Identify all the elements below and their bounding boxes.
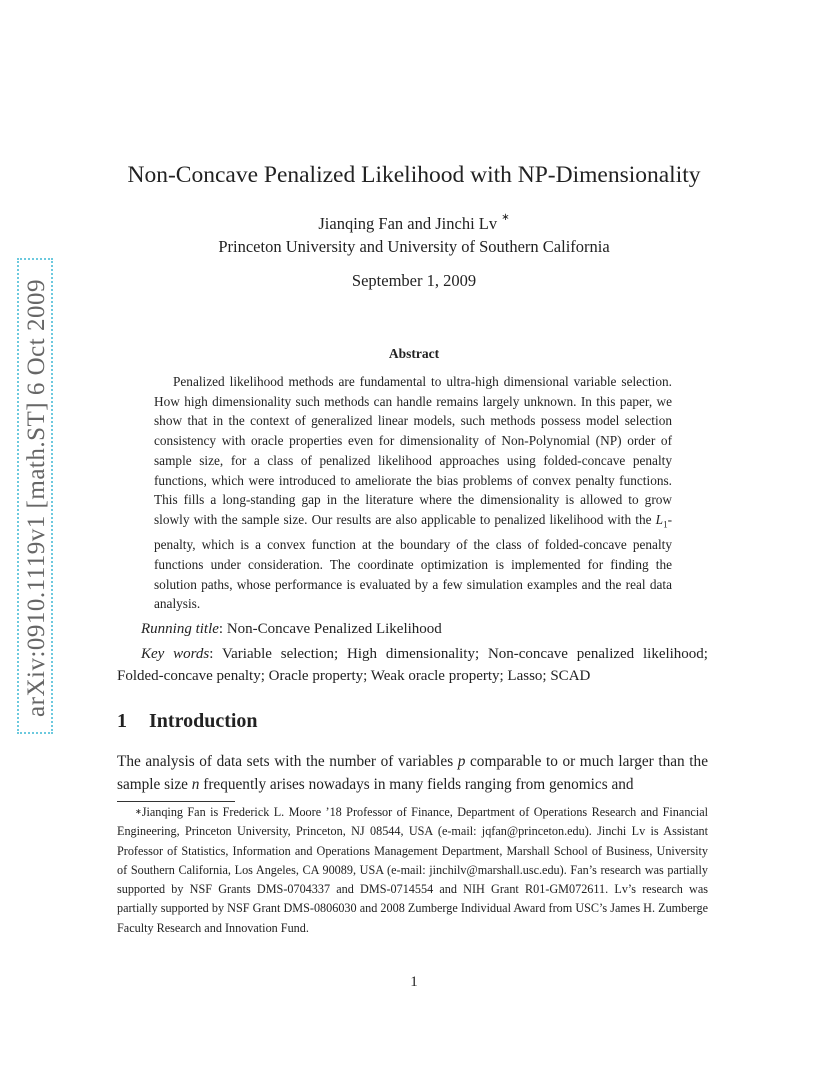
intro-text-1: The analysis of data sets with the number of variables (117, 753, 458, 770)
abstract-text (154, 372, 672, 614)
footnote-rule (117, 801, 235, 802)
arxiv-identifier-stamp[interactable] (17, 258, 53, 734)
running-title (141, 621, 442, 638)
running-title-value: : Non-Concave Penalized Likelihood (218, 621, 442, 637)
abstract-text-part-2: -penalty, which is a convex function at the boundary of the class of folded-concave penalty functions under consideration. The coordinate optimization is implemented for finding the solution paths, whose performance is evaluated by a few simulation examples and the real data analysis. (154, 511, 672, 612)
author-footnote-mark[interactable]: ∗ (501, 212, 510, 223)
abstract-text-part-1: Penalized likelihood methods are fundamental to ultra-high dimensional variable selection. How high dimensionality such methods can handle remains largely unknown. In this paper, we show that in the context of generalized linear models, such methods possess model selection consistency with oracle properties even for dimensionality of Non-Polynomial (NP) order of sample size, for a class of penalized likelihood approaches using folded-concave penalty functions, which were introduced to ameliorate the bias problems of convex penalty functions. This fills a long-standing gap in the literature where the dimensionality is allowed to grow slowly with the sample size. Our results are also applicable to penalized likelihood with the (154, 374, 672, 527)
running-title-label: Running title (141, 621, 219, 637)
footnote-mark: ∗ (135, 807, 142, 816)
math-n: n (191, 776, 200, 793)
key-words-label: Key words (141, 646, 210, 662)
authors: Jianqing Fan and Jinchi Lv (318, 214, 498, 233)
abstract-heading: Abstract (388, 346, 440, 361)
footnote (117, 803, 708, 938)
intro-text-2: comparable to or much larger than the sample size (117, 753, 708, 793)
arxiv-identifier-text: arXiv:0910.1119v1 [math.ST] 6 Oct 2009 (23, 279, 51, 717)
key-words-value: : Variable selection; High dimensionality; Non-concave penalized likelihood; Folded-concave penalty; Oracle property; Weak oracle property; Lasso; SCAD (117, 646, 708, 684)
paper-title: Non-Concave Penalized Likelihood with NP-Dimensionality (127, 162, 701, 188)
introduction-paragraph (117, 750, 708, 796)
footnote-text: Jianqing Fan is Frederick L. Moore ’18 Professor of Finance, Department of Operations Research and Financial Engineering, Princeton University, Princeton, NJ 08544, USA (e-mail: jqfan@princeton.edu). Jinchi Lv is Assistant Professor of Statistics, Information and Operations Management Department, Marshall School of Business, University of Southern California, Los Angeles, CA 90089, USA (e-mail: jinchilv@marshall.usc.edu). Fan’s research was partially supported by NSF Grants DMS-0704337 and DMS-0714554 and NIH Grant R01-GM072611. Lv’s research was partially supported by NSF Grant DMS-0806030 and 2008 Zumberge Individual Award from USC’s James H. Zumberge Faculty Research and Innovation Fund. (117, 805, 708, 935)
page-number: 1 (410, 974, 418, 990)
section-number: 1 (117, 710, 127, 732)
section-title: Introduction (149, 710, 258, 732)
math-p: p (457, 753, 466, 770)
paper-date: September 1, 2009 (351, 271, 477, 290)
math-subscript: 1 (663, 519, 668, 530)
section-heading (117, 710, 258, 733)
affiliation: Princeton University and University of Southern California (218, 237, 610, 256)
intro-text-3: frequently arises nowadays in many fields ranging from genomics and (199, 776, 634, 793)
math-l: L (655, 511, 664, 527)
key-words (117, 643, 708, 687)
author-line (0, 214, 828, 234)
